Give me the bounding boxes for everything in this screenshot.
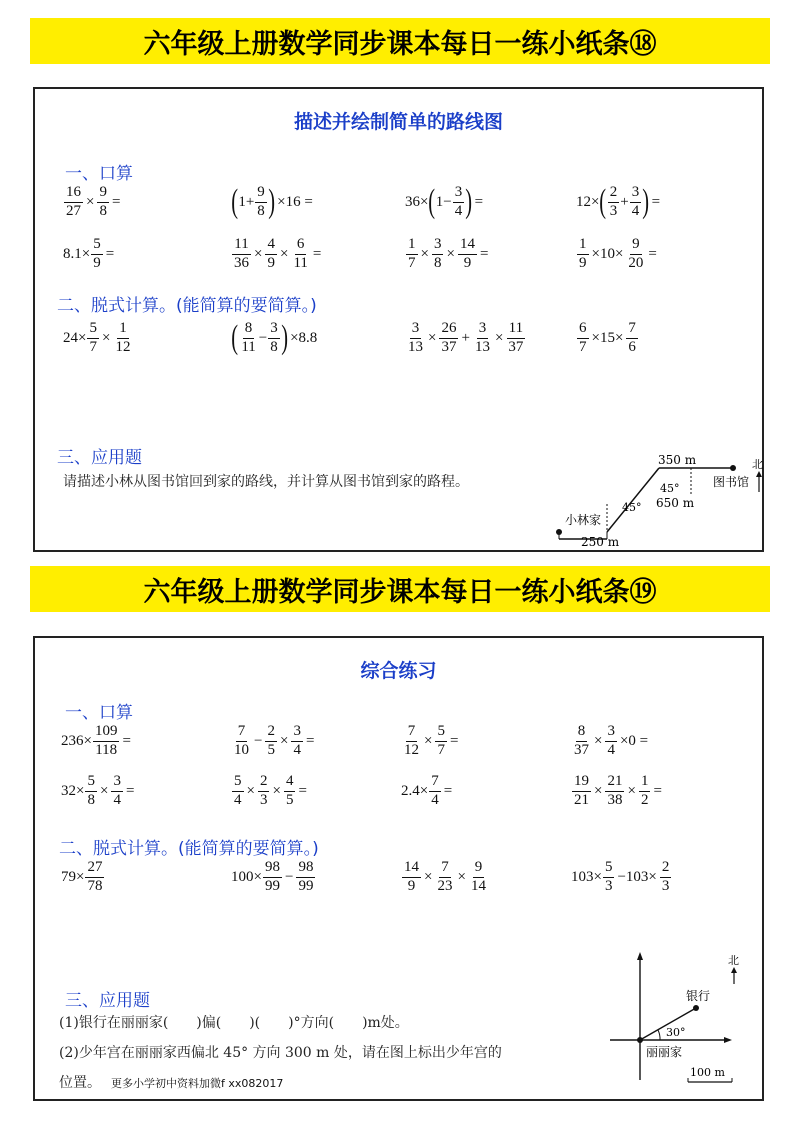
sheet19-banner: 六年级上册数学同步课本每日一练小纸条⑲ bbox=[30, 566, 770, 612]
sheet19-title: 综合练习 bbox=[360, 660, 437, 682]
bank-point bbox=[693, 1005, 699, 1011]
home-label: 丽丽家 bbox=[646, 1045, 683, 1059]
math-expression: $\frac{1}{7}$ × $\frac{3}{8}$ × $\frac{14}{9}$ = bbox=[408, 236, 489, 271]
math-expression: 8.1× $\frac{5}{9}$ = bbox=[63, 236, 115, 271]
math-expression: 36× ( 1− $\frac{3}{4}$ ) = bbox=[405, 183, 484, 221]
angle-label: 30° bbox=[666, 1026, 686, 1039]
sheet18-panel bbox=[33, 87, 764, 552]
home-point bbox=[637, 1037, 643, 1043]
north-label: 北 bbox=[752, 458, 763, 471]
direction-diagram bbox=[610, 948, 760, 1088]
math-expression: $\frac{11}{36}$ × $\frac{4}{9}$ × $\frac{6}{11}$ = bbox=[234, 236, 322, 271]
math-expression: 103× $\frac{5}{3}$ −103× $\frac{2}{3}$ bbox=[571, 859, 670, 894]
math-expression: 2.4× $\frac{7}{4}$ = bbox=[401, 773, 453, 808]
home-label: 小林家 bbox=[565, 513, 602, 527]
math-expression: $\frac{7}{12}$ × $\frac{5}{7}$ = bbox=[404, 723, 459, 758]
math-expression: $\frac{16}{27}$ × $\frac{9}{8}$ = bbox=[66, 184, 121, 219]
math-expression: 12× ( $\frac{2}{3}$ + $\frac{3}{4}$ ) = bbox=[576, 183, 661, 221]
math-expression: 32× $\frac{5}{8}$ × $\frac{3}{4}$ = bbox=[61, 773, 135, 808]
math-expression: 24× $\frac{5}{7}$ × $\frac{1}{12}$ bbox=[63, 320, 131, 355]
mid-distance: 650 m bbox=[656, 496, 695, 510]
math-expression: 236× $\frac{109}{118}$ = bbox=[61, 723, 131, 758]
math-expression: $\frac{3}{13}$ × $\frac{26}{37}$ + $\frac{3}{13}$ × $\frac{11}{37}$ bbox=[408, 320, 524, 355]
sheet18-banner: 六年级上册数学同步课本每日一练小纸条⑱ bbox=[30, 18, 770, 64]
sheet18-section1: 一、口算 bbox=[65, 164, 133, 184]
sheet18-section3: 三、应用题 bbox=[57, 448, 142, 468]
scale-label: 100 m bbox=[690, 1066, 725, 1079]
math-expression: 79× $\frac{27}{78}$ bbox=[61, 859, 103, 894]
footer-note: 更多小学初中资料加微f xx082017 bbox=[111, 1077, 284, 1090]
math-expression: ( $\frac{8}{11}$ − $\frac{3}{8}$ ) ×8.8 bbox=[231, 319, 318, 357]
sheet19-section1: 一、口算 bbox=[65, 703, 133, 723]
math-expression: $\frac{1}{9}$ ×10× $\frac{9}{20}$ = bbox=[579, 236, 657, 271]
math-expression: $\frac{14}{9}$ × $\frac{7}{23}$ × $\frac{9}{14}$ bbox=[404, 859, 486, 894]
math-expression: $\frac{5}{4}$ × $\frac{2}{3}$ × $\frac{4}{5}$ = bbox=[234, 773, 307, 808]
angle-top: 45° bbox=[660, 482, 680, 495]
sheet19-section3: 三、应用题 bbox=[65, 991, 150, 1011]
angle-bottom: 45° bbox=[622, 501, 642, 514]
sheet19-q1: (1)银行在丽丽家( )偏( )( )°方向( )m处。 bbox=[59, 1015, 409, 1031]
math-expression: $\frac{6}{7}$ ×15× $\frac{7}{6}$ bbox=[579, 320, 636, 355]
math-expression: $\frac{19}{21}$ × $\frac{21}{38}$ × $\frac{1}{2}$ = bbox=[574, 773, 662, 808]
route-diagram bbox=[523, 444, 763, 552]
home-distance: 250 m bbox=[581, 535, 620, 549]
sheet18-problem: 请描述小林从图书馆回到家的路线，并计算从图书馆到家的路程。 bbox=[63, 474, 469, 490]
sheet19-q2-line1: (2)少年宫在丽丽家西偏北 45° 方向 300 m 处，请在图上标出少年宫的 bbox=[59, 1045, 502, 1061]
math-expression: $\frac{8}{37}$ × $\frac{3}{4}$ ×0 = bbox=[574, 723, 649, 758]
sheet19-section2: 二、脱式计算。(能简算的要简算。) bbox=[59, 839, 319, 859]
library-distance: 350 m bbox=[658, 453, 697, 467]
sheet19-panel bbox=[33, 636, 764, 1101]
bank-label: 银行 bbox=[686, 989, 711, 1003]
sheet18-title: 描述并绘制简单的路线图 bbox=[293, 111, 503, 133]
sheet19-q2-line2: 位置。 bbox=[59, 1075, 101, 1091]
math-expression: ( 1+ $\frac{9}{8}$ ) ×16 = bbox=[231, 183, 313, 221]
sheet18-section2: 二、脱式计算。(能简算的要简算。) bbox=[57, 296, 317, 316]
home-point bbox=[556, 529, 562, 535]
library-point bbox=[730, 465, 736, 471]
math-expression: 100× $\frac{98}{99}$ − $\frac{98}{99}$ bbox=[231, 859, 314, 894]
math-expression: $\frac{7}{10}$ − $\frac{2}{5}$ × $\frac{3}{4}$ = bbox=[234, 723, 315, 758]
north-label: 北 bbox=[728, 954, 739, 967]
library-label: 图书馆 bbox=[713, 475, 750, 489]
